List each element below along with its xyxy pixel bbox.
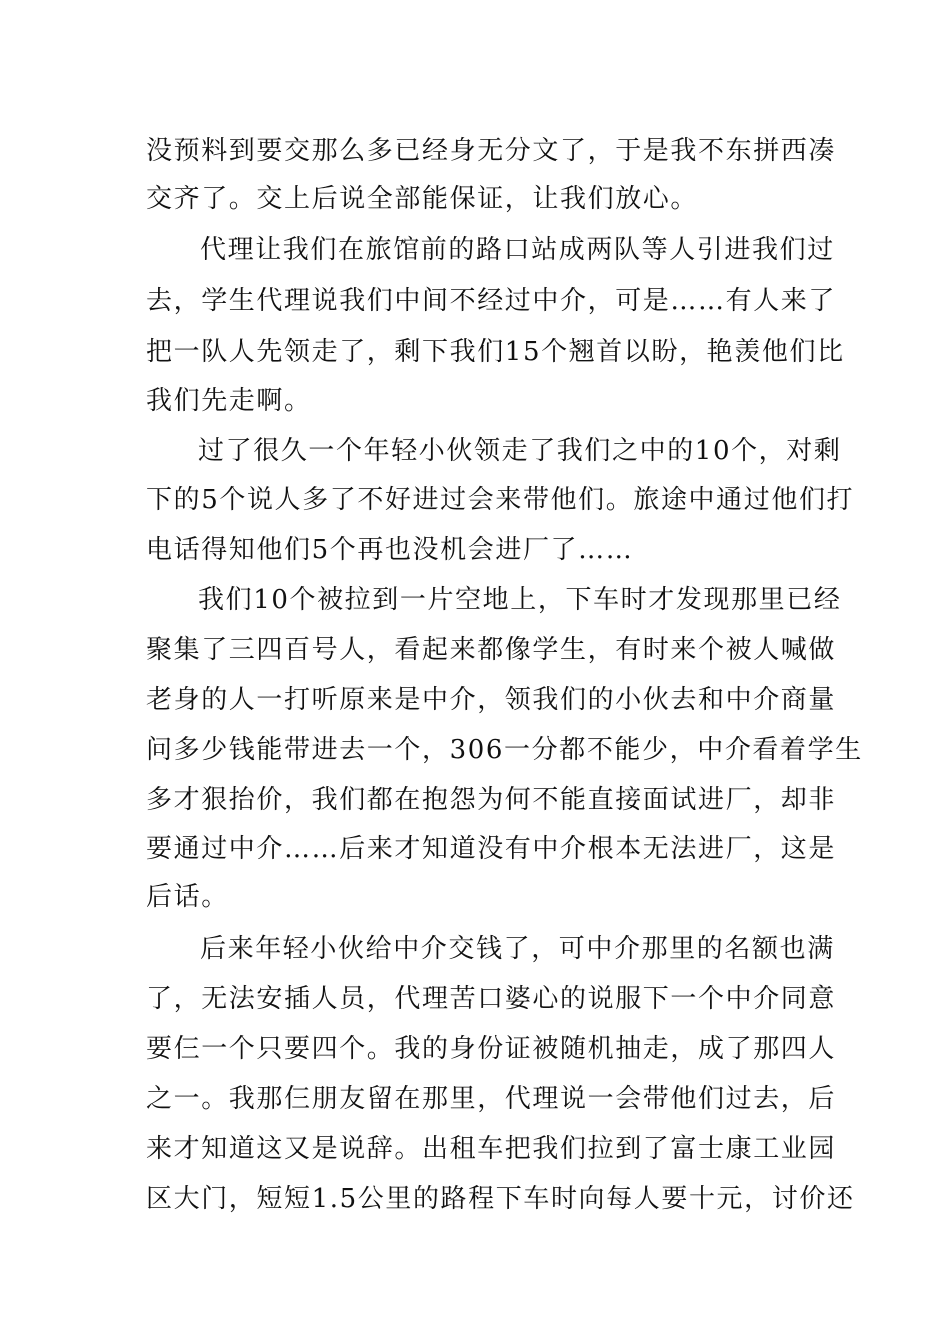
text-line: 去，学生代理说我们中间不经过中介，可是……有人来了 — [146, 286, 837, 316]
text-line: 交齐了。交上后说全部能保证，让我们放心。 — [146, 184, 699, 214]
text-line: 下的5个说人多了不好进过会来带他们。旅途中通过他们打 — [146, 485, 855, 515]
text-line: 我们先走啊。 — [146, 386, 312, 416]
text-line: 没预料到要交那么多已经身无分文了，于是我不东拼西凑 — [146, 136, 837, 166]
text-line: 要仨一个只要四个。我的身份证被随机抽走，成了那四人 — [146, 1034, 837, 1064]
text-line: 把一队人先领走了，剩下我们15个翘首以盼，艳羡他们比 — [146, 337, 845, 367]
text-line: 聚集了三四百号人，看起来都像学生，有时来个被人喊做 — [146, 635, 837, 665]
text-line: 后来年轻小伙给中介交钱了，可中介那里的名额也满 — [200, 934, 835, 964]
text-line: 要通过中介……后来才知道没有中介根本无法进厂，这是 — [146, 834, 837, 864]
text-line: 多才狠抬价，我们都在抱怨为何不能直接面试进厂，却非 — [146, 785, 837, 815]
text-line: 问多少钱能带进去一个，306一分都不能少，中介看着学生 — [146, 735, 863, 765]
text-line: 代理让我们在旅馆前的路口站成两队等人引进我们过 — [200, 235, 835, 265]
text-line: 后话。 — [146, 882, 229, 912]
text-line: 老身的人一打听原来是中介，领我们的小伙去和中介商量 — [146, 685, 837, 715]
text-line: 我们10个被拉到一片空地上，下车时才发现那里已经 — [198, 585, 842, 615]
text-line: 了，无法安插人员，代理苦口婆心的说服下一个中介同意 — [146, 984, 837, 1014]
text-line: 来才知道这又是说辞。出租车把我们拉到了富士康工业园 — [146, 1134, 837, 1164]
text-line: 电话得知他们5个再也没机会进厂了…… — [146, 535, 634, 565]
text-line: 之一。我那仨朋友留在那里，代理说一会带他们过去，后 — [146, 1084, 837, 1114]
text-line: 过了很久一个年轻小伙领走了我们之中的10个，对剩 — [198, 436, 842, 466]
text-line: 区大门，短短1.5公里的路程下车时向每人要十元，讨价还 — [146, 1184, 855, 1214]
